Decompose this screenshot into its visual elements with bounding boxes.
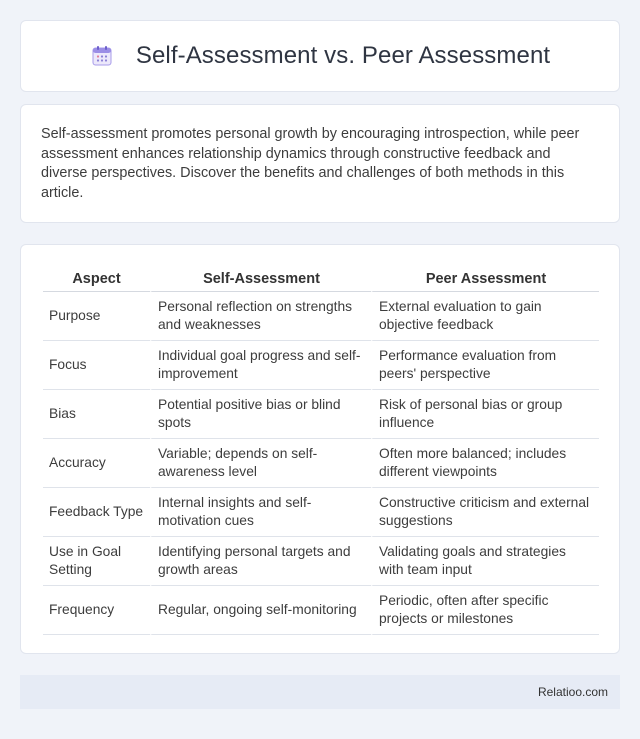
row-peer: Performance evaluation from peers' perspective — [371, 341, 599, 390]
table-row — [43, 586, 599, 635]
footer-brand[interactable]: Relatioo.com — [537, 685, 608, 699]
row-self: Internal insights and self-motivation cues — [150, 488, 371, 537]
row-peer: Often more balanced; includes different viewpoints — [371, 439, 599, 488]
table-row — [43, 537, 599, 586]
table-row — [43, 488, 599, 537]
footer — [20, 675, 620, 709]
comparison-card — [20, 244, 620, 654]
row-self: Regular, ongoing self-monitoring — [150, 586, 371, 635]
row-peer: Periodic, often after specific projects or milestones — [371, 586, 599, 635]
row-aspect: Bias — [43, 390, 150, 439]
row-self: Individual goal progress and self-improvement — [150, 341, 371, 390]
title-card — [20, 20, 620, 92]
row-aspect: Focus — [43, 341, 150, 390]
table-header-row — [43, 265, 599, 292]
row-aspect: Feedback Type — [43, 488, 150, 537]
table-row — [43, 292, 599, 341]
table-row — [43, 390, 599, 439]
header-aspect: Aspect — [43, 265, 150, 292]
intro-paragraph: Self-assessment promotes personal growth by encouraging introspection, while peer assessment enhances relationship dynamics through constructive feedback and diverse perspectives. Discover the benefits and challenges of both methods in this article. — [41, 126, 580, 201]
row-aspect: Purpose — [43, 292, 150, 341]
row-aspect: Frequency — [43, 586, 150, 635]
row-aspect: Accuracy — [43, 439, 150, 488]
row-peer: External evaluation to gain objective feedback — [371, 292, 599, 341]
page-title: Self-Assessment vs. Peer Assessment — [135, 42, 551, 69]
table-row — [43, 341, 599, 390]
intro-card — [20, 104, 620, 223]
header-peer-assessment: Peer Assessment — [371, 265, 599, 292]
row-peer: Constructive criticism and external suggestions — [371, 488, 599, 537]
table-row — [43, 439, 599, 488]
row-peer: Validating goals and strategies with team input — [371, 537, 599, 586]
row-aspect: Use in Goal Setting — [43, 537, 150, 586]
row-self: Identifying personal targets and growth areas — [150, 537, 371, 586]
row-peer: Risk of personal bias or group influence — [371, 390, 599, 439]
header-self-assessment: Self-Assessment — [150, 265, 371, 292]
row-self: Variable; depends on self-awareness level — [150, 439, 371, 488]
calendar-icon — [90, 44, 114, 68]
row-self: Personal reflection on strengths and weaknesses — [150, 292, 371, 341]
row-self: Potential positive bias or blind spots — [150, 390, 371, 439]
comparison-table — [43, 265, 599, 635]
